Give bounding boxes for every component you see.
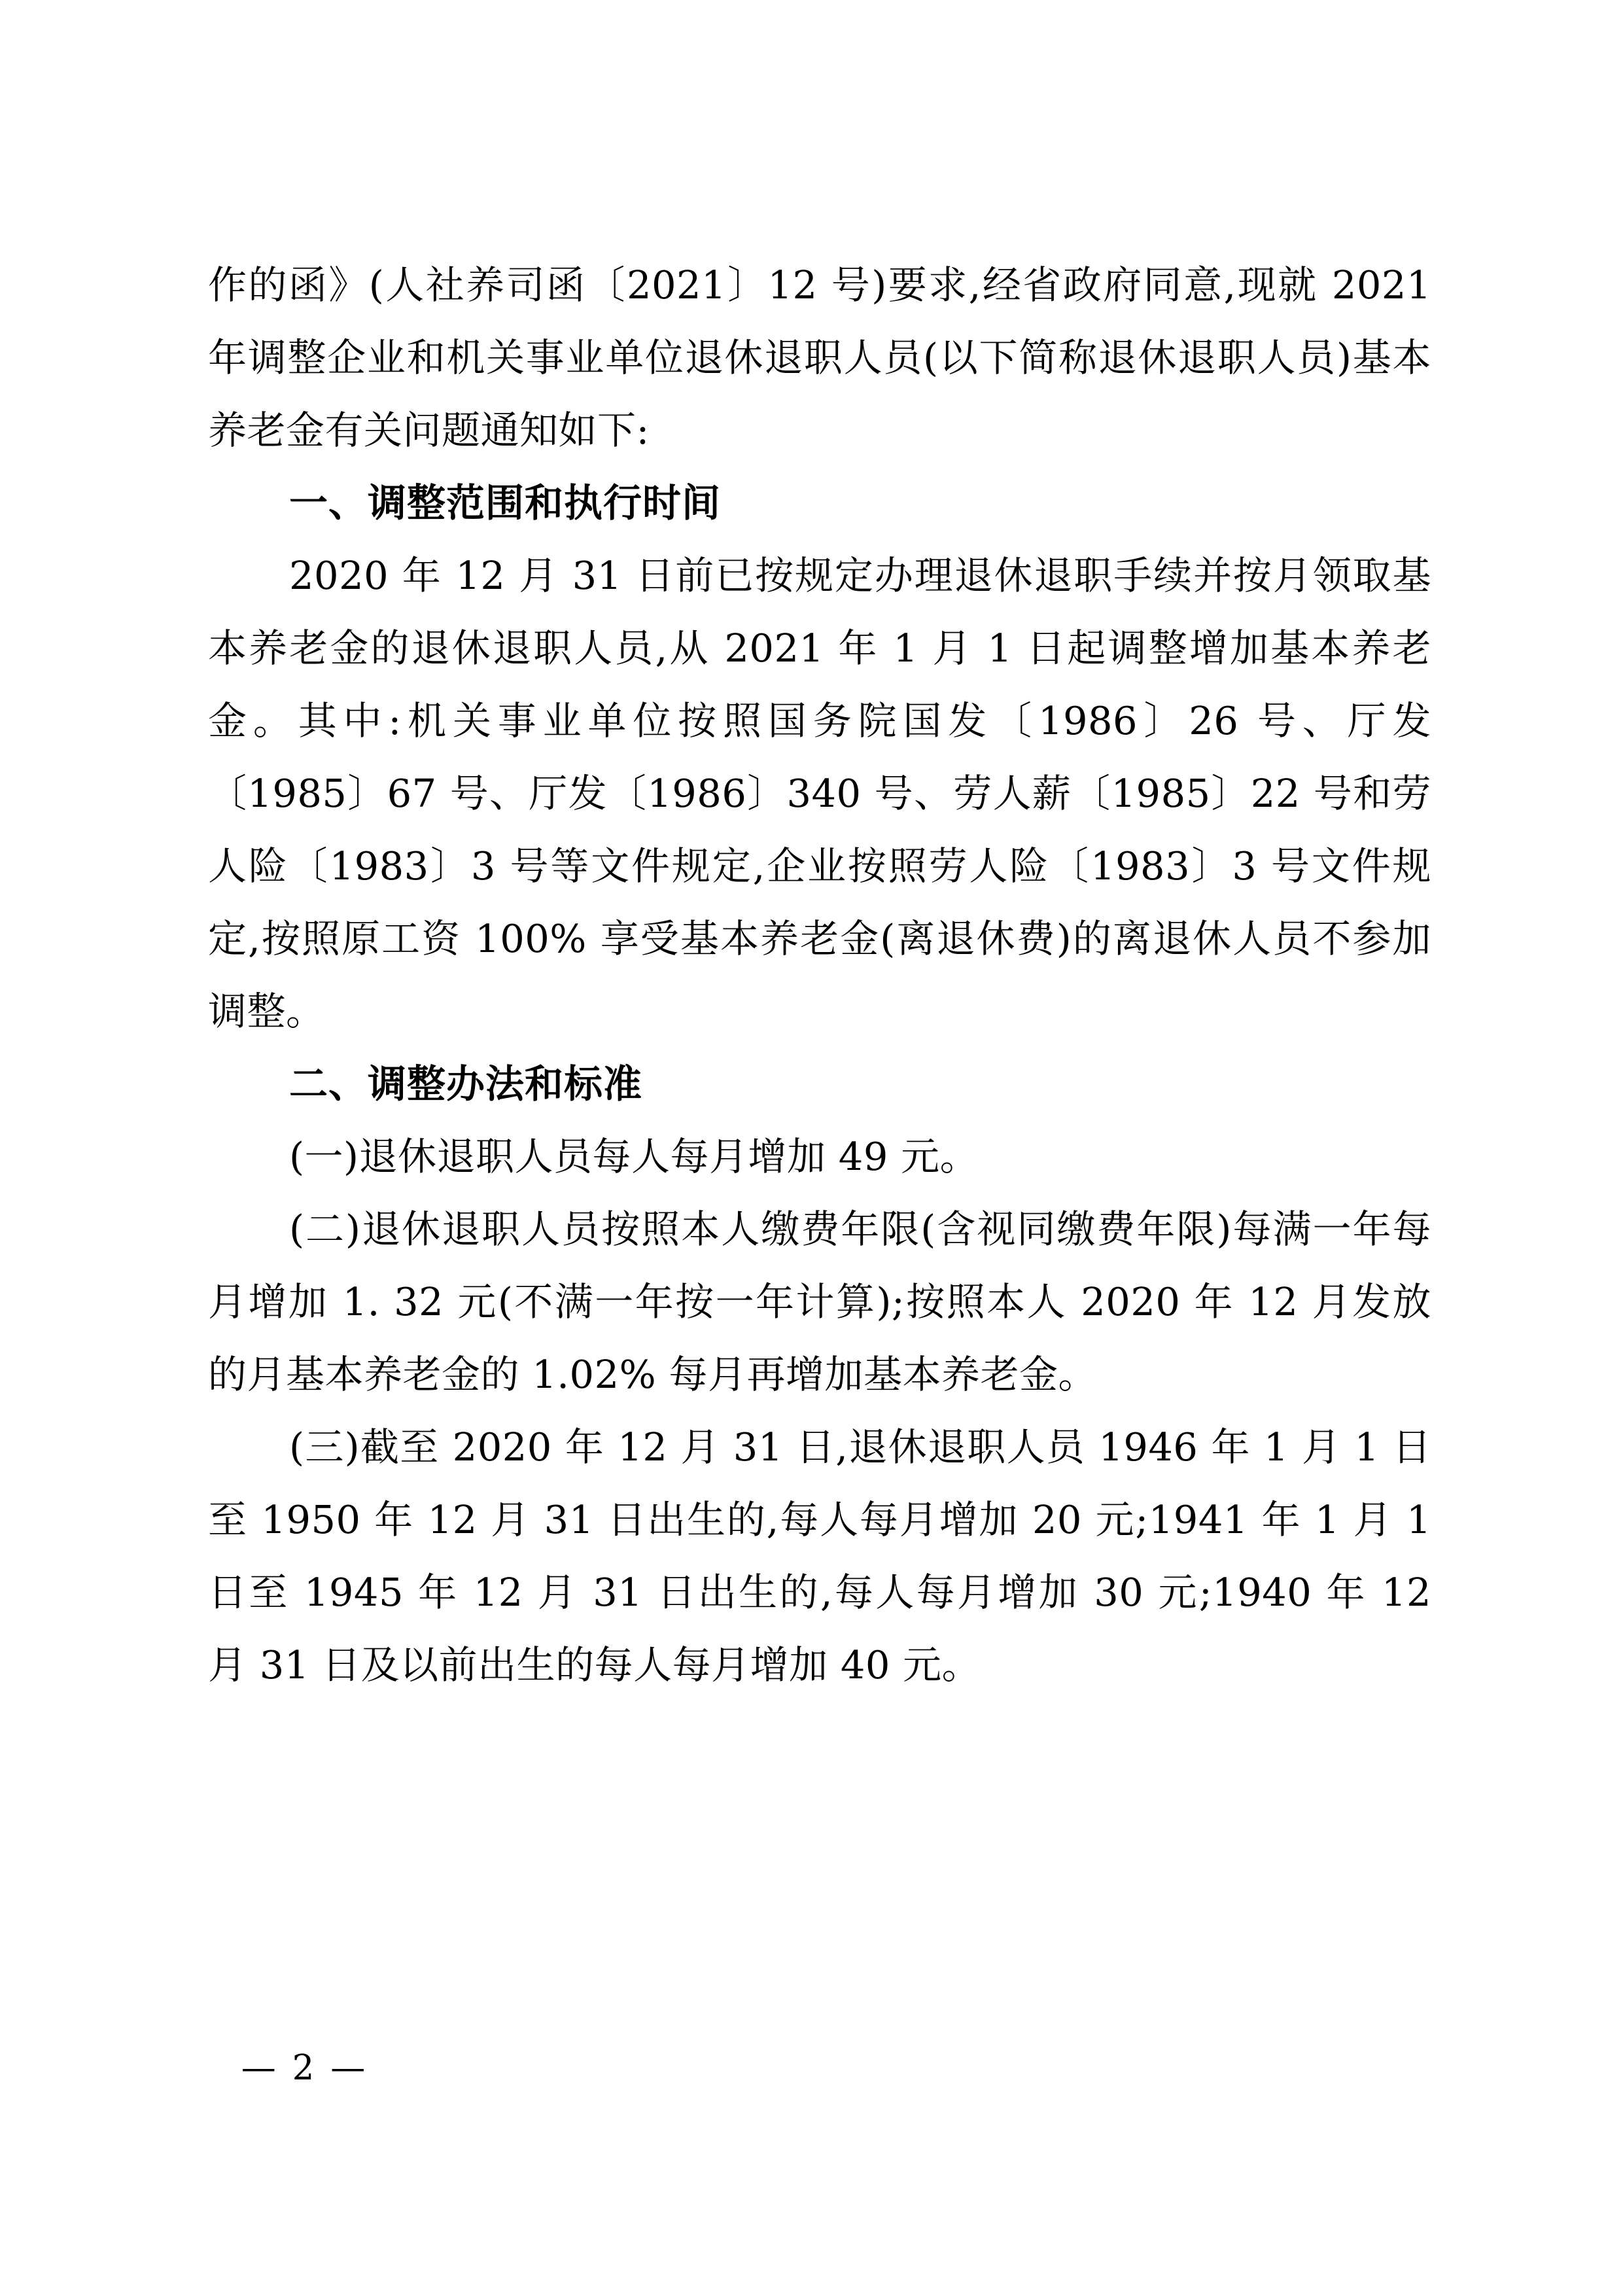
document-body — [208, 249, 1431, 1701]
section-heading-method-and-standard: 二、调整办法和标准 — [289, 1061, 643, 1106]
paragraph-item-one: (一)退休退职人员每人每月增加 49 元。 — [289, 1134, 979, 1179]
page-number-label: — 2 — — [241, 2048, 368, 2088]
paragraph-item-three: (三)截至 2020 年 12 月 31 日,退休退职人员 1946 年 1 月 1 日至 1950 年 12 月 31 日出生的,每人每月增加 20 元;1941 年 1 月 1 日至 1945 年 12 月 31 日出生的,每人每月增加 30 元;1940 年 12 月 31 日及以前出生的每人每月增加 40 元。 — [208, 1424, 1431, 1687]
paragraph-scope-and-time: 2020 年 12 月 31 日前已按规定办理退休退职手续并按月领取基本养老金的退休退职人员,从 2021 年 1 月 1 日起调整增加基本养老金。其中:机关事业单位按照国务院国发〔1986〕26 号、厅发〔1985〕67 号、厅发〔1986〕340 号、劳人薪〔1985〕22 号和劳人险〔1983〕3 号等文件规定,企业按照劳人险〔1983〕3 号文件规定,按照原工资 100% 享受基本养老金(离退休费)的离退休人员不参加调整。 — [208, 553, 1431, 1034]
page-number — [0, 2048, 1623, 2088]
paragraph-continuation: 作的函》(人社养司函〔2021〕12 号)要求,经省政府同意,现就 2021 年调整企业和机关事业单位退休退职人员(以下简称退休退职人员)基本养老金有关问题通知如下: — [208, 262, 1431, 453]
paragraph-item-two: (二)退休退职人员按照本人缴费年限(含视同缴费年限)每满一年每月增加 1. 32 元(不满一年按一年计算);按照本人 2020 年 12 月发放的月基本养老金的 1.02% 每月再增加基本养老金。 — [208, 1207, 1431, 1397]
section-heading-scope-and-time: 一、调整范围和执行时间 — [289, 480, 722, 525]
